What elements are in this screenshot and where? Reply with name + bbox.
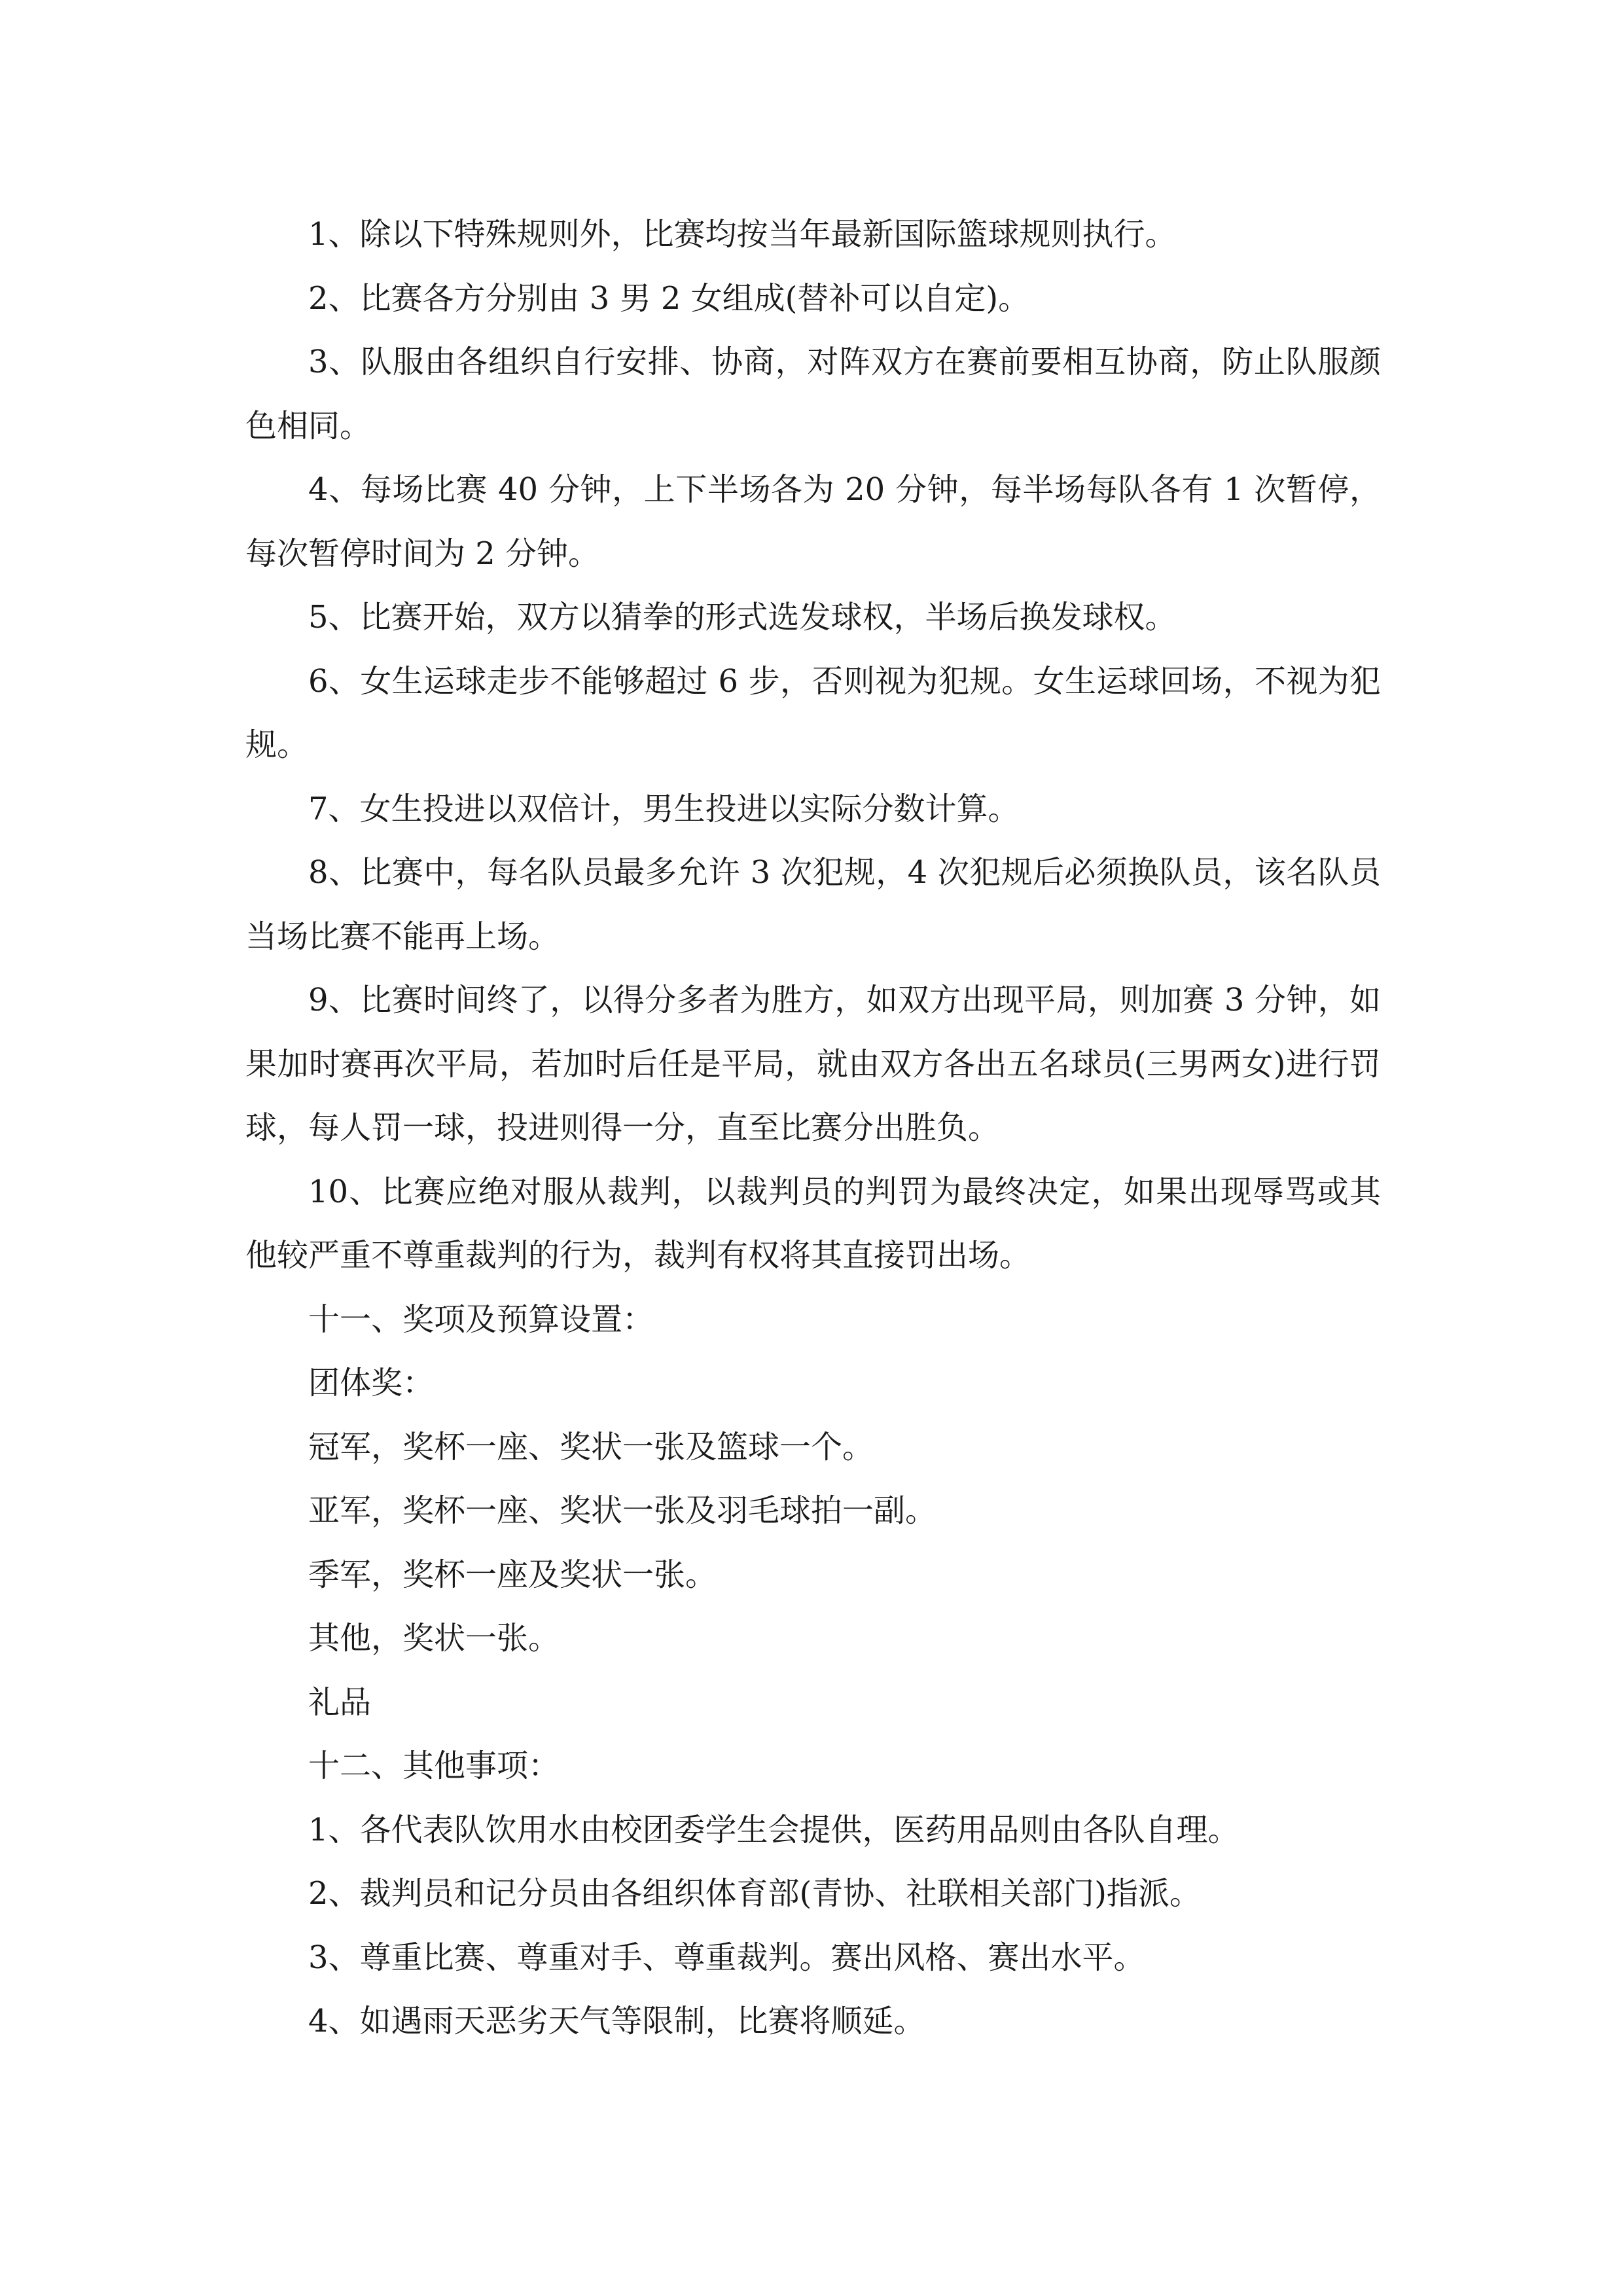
rule-3: 3、队服由各组织自行安排、协商，对阵双方在赛前要相互协商，防止队服颜色相同。 — [245, 344, 1381, 444]
rule-2: 2、比赛各方分别由 3 男 2 女组成(替补可以自定)。 — [308, 279, 1030, 317]
section-awards-heading: 十一、奖项及预算设置： — [308, 1300, 654, 1338]
rule-7: 7、女生投进以双倍计，男生投进以实际分数计算。 — [308, 790, 1020, 827]
award-runner-up: 亚军，奖杯一座、奖状一张及羽毛球拍一副。 — [308, 1492, 937, 1529]
section-other-heading: 十二、其他事项： — [308, 1748, 560, 1784]
team-award-label: 团体奖： — [308, 1365, 435, 1401]
other-item-2: 2、裁判员和记分员由各组织体育部(青协、社联相关部门)指派。 — [308, 1875, 1201, 1912]
rule-10: 10、比赛应绝对服从裁判，以裁判员的判罚为最终决定，如果出现辱骂或其他较严重不尊重裁判的行为，裁判有权将其直接罚出场。 — [245, 1173, 1381, 1274]
award-champion: 冠军，奖杯一座、奖状一张及篮球一个。 — [308, 1428, 874, 1465]
rule-1: 1、除以下特殊规则外，比赛均按当年最新国际篮球规则执行。 — [308, 216, 1177, 253]
rule-6: 6、女生运球走步不能够超过 6 步，否则视为犯规。女生运球回场，不视为犯规。 — [245, 662, 1381, 763]
award-gifts: 礼品 — [308, 1683, 372, 1721]
award-third-place: 季军，奖杯一座及奖状一张。 — [308, 1556, 717, 1593]
other-item-3: 3、尊重比赛、尊重对手、尊重裁判。赛出风格、赛出水平。 — [308, 1939, 1145, 1976]
other-item-4: 4、如遇雨天恶劣天气等限制，比赛将顺延。 — [308, 2003, 925, 2039]
document-body — [245, 203, 1381, 2054]
rule-9: 9、比赛时间终了，以得分多者为胜方，如双方出现平局，则加赛 3 分钟，如果加时赛再次平局，若加时后任是平局，就由双方各出五名球员(三男两女)进行罚球，每人罚一球，投进则得一分，直至比赛分出胜负。 — [245, 982, 1381, 1146]
rule-8: 8、比赛中，每名队员最多允许 3 次犯规，4 次犯规后必须换队员，该名队员当场比赛不能再上场。 — [245, 854, 1381, 955]
other-item-1: 1、各代表队饮用水由校团委学生会提供，医药用品则由各队自理。 — [308, 1811, 1240, 1848]
award-other: 其他，奖状一张。 — [308, 1620, 560, 1657]
rule-5: 5、比赛开始，双方以猜拳的形式选发球权，半场后换发球权。 — [308, 599, 1177, 636]
rule-4: 4、每场比赛 40 分钟，上下半场各为 20 分钟，每半场每队各有 1 次暂停，每次暂停时间为 2 分钟。 — [245, 471, 1381, 572]
